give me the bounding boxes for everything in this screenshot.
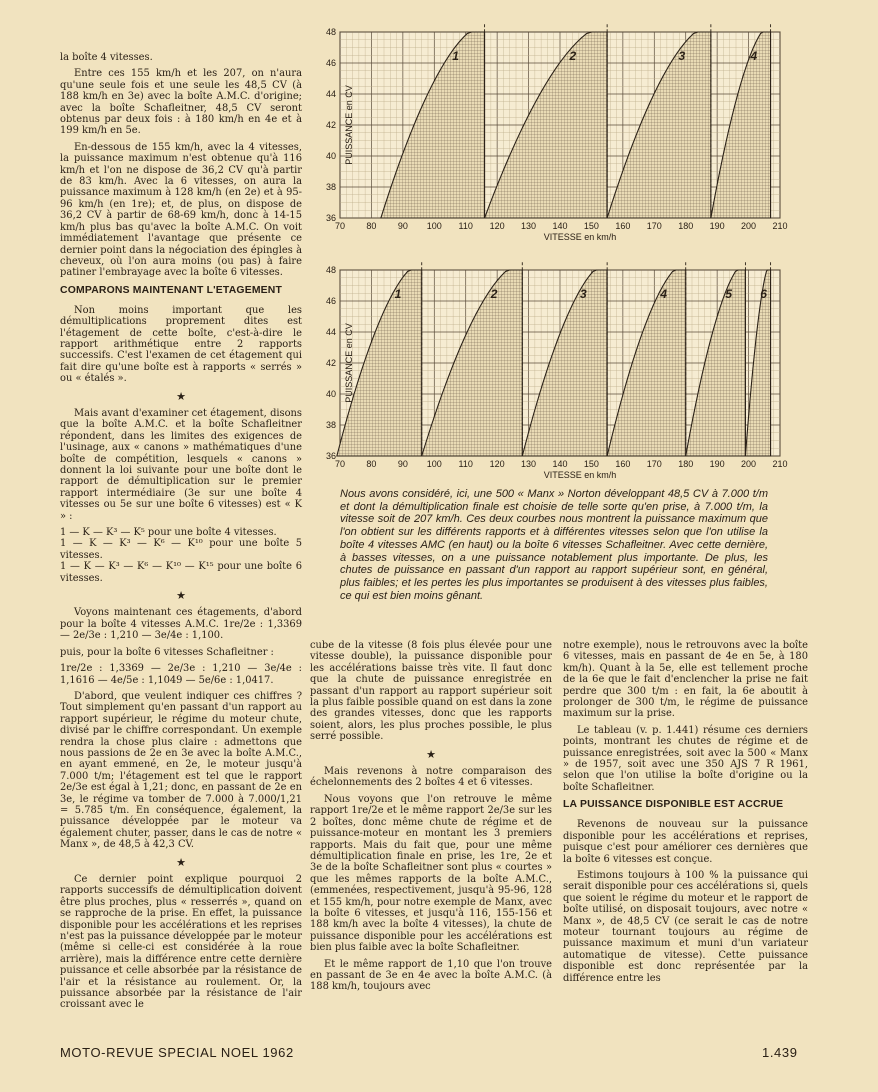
x-tick-label: 180	[678, 459, 694, 469]
x-tick-label: 110	[458, 221, 473, 231]
x-axis-label: VITESSE en km/h	[543, 232, 617, 242]
formula: 1 — K — K³ — K⁵ pour une boîte 4 vitesses.	[60, 527, 277, 539]
x-tick-label: 180	[678, 221, 694, 231]
chart-4-speed	[315, 20, 788, 252]
page-number: 1.439	[762, 1045, 798, 1060]
paragraph: puis, pour la boîte 6 vitesses Schafleitner :	[60, 646, 274, 658]
x-tick-label: 90	[397, 459, 408, 469]
x-tick-label: 200	[741, 459, 757, 469]
x-tick-label: 210	[772, 221, 788, 231]
y-axis-label: PUISSANCE en CV	[344, 323, 354, 403]
x-tick-label: 90	[397, 221, 408, 231]
y-tick-label: 38	[325, 182, 336, 192]
paragraph: En-dessous de 155 km/h, avec la 4 vitesses, la puissance maximum n'est obtenue qu'à 116 km/h et l'on ne dispose de 36,2 CV qu'à partir de 83 km/h. Avec la 6 vitesses, on aura la puissance maximum à 128 km/h (en 2e) et à 95-96 km/h (en 1re); et, de plus, on dispose de 36,2 CV à partir de 68-69 km/h, donc à 14-15 km/h plus bas qu'avec la boîte A.M.C. On voit immédiatement l'avantage que présente ce dernier point dans la négociation des épingles à cheveux, où l'on aura moins (ou pas) à faire patiner l'embrayage avec la boîte 6 vitesses.	[60, 141, 302, 279]
y-tick-label: 42	[325, 120, 336, 130]
star-separator: ★	[176, 589, 186, 603]
x-tick-label: 190	[709, 459, 725, 469]
x-tick-label: 140	[552, 459, 568, 469]
paragraph: Non moins important que les démultiplications proprement dites est l'étagement de cette boîte, c'est-à-dire le rapport arithmétique entre 2 rapports successifs. C'est l'examen de cet étagement qui fait dire qu'une boîte est à rapports « serrés » ou « étalés ».	[60, 304, 302, 385]
gear-label-1: 1	[452, 49, 459, 63]
right-column	[563, 640, 808, 989]
y-tick-label: 38	[325, 420, 336, 430]
x-tick-label: 170	[646, 221, 662, 231]
x-tick-label: 160	[615, 221, 631, 231]
y-tick-label: 48	[325, 265, 336, 275]
y-axis-label: PUISSANCE en CV	[344, 85, 354, 165]
gear-label-3: 3	[678, 49, 686, 63]
formula: 1 — K — K³ — K⁶ — K¹⁰ — K¹⁵ pour une boîte 6 vitesses.	[60, 561, 302, 584]
gear-label-5: 5	[725, 287, 733, 301]
x-tick-label: 170	[646, 459, 662, 469]
x-tick-label: 150	[583, 221, 599, 231]
x-tick-label: 130	[521, 221, 537, 231]
section-heading: LA PUISSANCE DISPONIBLE EST ACCRUE	[563, 799, 784, 811]
paragraph: D'abord, que veulent indiquer ces chiffres ? Tout simplement qu'en passant d'un rapport au rapport supérieur, le régime du moteur chute, divisé par le chiffre correspondant. Un exemple rendra la chose plus claire : admettons que nous passions de 2e en 3e avec la boîte A.M.C., en ayant emmené, en 2e, le moteur jusqu'à 7.000 t/m; l'étagement est tel que le rapport 2e/3e est égal à 1,21; donc, en passant de 2e en 3e, le régime va tomber de 7.000 à 7.000/1,21 = 5.785 t/m. En conséquence, également, la puissance développée par le moteur va également chuter, passer, dans le cas de notre « Manx », de 48,5 à 42,3 CV.	[60, 690, 302, 851]
y-tick-label: 42	[325, 358, 336, 368]
figure-caption: Nous avons considéré, ici, une 500 « Manx » Norton développant 48,5 CV à 7.000 t/m et dont la démultiplication finale est choisie de telle sorte qu'en prise, à 7.000 t/m, la vitesse soit de 207 km/h. Ces deux courbes nous montrent la puissance maximum que l'on obtient sur les différents rapports et à différentes vitesses selon que l'on utilise la boîte 4 vitesses AMC (en haut) ou la boîte 6 vitesses Schafleitner. Avec cette dernière, à basses vitesses, on a une puissance notablement plus importante. De plus, les chutes de puissance en passant d'un rapport au rapport supérieur sont, en général, plus faibles; et les pertes les plus importantes se produisent à des vitesses plus faibles, ce qui est bien moins gênant.	[340, 488, 768, 602]
x-tick-label: 140	[552, 221, 568, 231]
paragraph: Mais revenons à notre comparaison des échelonnements des 2 boîtes 4 et 6 vitesses.	[310, 766, 552, 789]
y-tick-label: 40	[325, 389, 336, 399]
x-tick-label: 70	[334, 221, 346, 231]
x-tick-label: 80	[366, 221, 377, 231]
middle-column	[310, 640, 552, 998]
gear-label-4: 4	[750, 49, 758, 63]
left-column	[60, 52, 302, 1016]
star-separator: ★	[176, 855, 186, 869]
y-tick-label: 36	[325, 213, 336, 223]
paragraph: Entre ces 155 km/h et les 207, on n'aura qu'une seule fois et une seule les 48,5 CV (à 188 km/h en 3e) avec la boîte A.M.C. d'origine; avec la boîte Schafleitner, 48,5 CV seront obtenus par deux fois : à 180 km/h en 4e et à 199 km/h en 5e.	[60, 68, 302, 137]
gear-label-4: 4	[660, 287, 668, 301]
paragraph: Le tableau (v. p. 1.441) résume ces derniers points, montrant les chutes de régime et de puissance enregistrées, soit avec la 500 « Manx » de 1957, soit avec une 350 AJS 7 R 1961, selon que l'on utilise la boîte d'origine ou la boîte Schafleitner.	[563, 724, 808, 793]
x-tick-label: 120	[489, 221, 505, 231]
paragraph: Ce dernier point explique pourquoi 2 rapports successifs de démultiplication doivent être plus proches, plus « resserrés », quand on se rapproche de la prise. En effet, la puissance disponible pour les accélérations et les reprises n'est pas la puissance développée par le moteur (même si celle-ci est considérée à la roue arrière), mais la différence entre cette dernière puissance et celle absorbée par la résistance de l'air et la résistance au roulement. Or, la puissance absorbée par la résistance de l'air croissant avec le	[60, 874, 302, 1011]
paragraph: Mais avant d'examiner cet étagement, disons que la boîte A.M.C. et la boîte Schafleitner répondent, dans les limites des exigences de l'usinage, aux « canons » mathématiques d'une boîte de compétition, lesquels « canons » donnent la loi suivante pour une boîte dont le rapport de démultiplication sur le premier rapport intermédiaire (3e sur une boîte 4 vitesses ou 5e sur une boîte 6 vitesses) est « K » :	[60, 407, 302, 522]
paragraph: Nous voyons que l'on retrouve le même rapport 1re/2e et le même rapport 2e/3e sur les 2 boîtes, donc même chute de régime et de puissance-moteur en montant les 3 premiers rapports. Mais du fait que, pour une même démultiplication finale en prise, les 1re, 2e et 3e de la boîte Schafleitner sont plus « courtes » que les mêmes rapports de la boîte A.M.C., (emmenées, respectivement, jusqu'à 95-96, 128 et 155 km/h, pour notre exemple de Manx, avec la boîte 6 vitesses, et jusqu'à 116, 155-156 et 188 km/h avec la boîte 4 vitesses), la chute de puissance disponible pour les accélérations est bien plus faible avec la boîte Schafleitner.	[310, 793, 552, 954]
x-axis-label: VITESSE en km/h	[543, 470, 617, 480]
x-tick-label: 150	[583, 459, 599, 469]
y-tick-label: 48	[325, 27, 336, 37]
paragraph: Revenons de nouveau sur la puissance disponible pour les accélérations et reprises, puisque c'est pour améliorer ces dernières que la boîte 6 vitesses est conçue.	[563, 819, 808, 865]
gear-label-2: 2	[490, 287, 498, 301]
chart-6-speed	[315, 258, 788, 484]
paragraph: Estimons toujours à 100 % la puissance qui serait disponible pour ces accélérations si, quels que soient le régime du moteur et le rapport de boîte utilisé, on disposait toujours, avec notre « Manx », de 48,5 CV (ce serait le cas de notre moteur tournant toujours au régime de puissance maximum et muni d'un variateur automatique de vitesse). Cette puissance disponible est donc représentée par la différence entre les	[563, 869, 808, 984]
star-separator: ★	[176, 389, 186, 403]
x-tick-label: 130	[521, 459, 537, 469]
y-tick-label: 44	[325, 89, 336, 99]
x-tick-label: 100	[426, 221, 442, 231]
x-tick-label: 200	[741, 221, 757, 231]
paragraph: Et le même rapport de 1,10 que l'on trouve en passant de 3e en 4e avec la boîte A.M.C. (à 188 km/h, toujours avec	[310, 958, 552, 993]
gear-label-1: 1	[394, 287, 402, 301]
y-tick-label: 40	[325, 151, 336, 161]
gear-label-6: 6	[760, 287, 767, 301]
gear-label-2: 2	[569, 49, 577, 63]
x-tick-label: 210	[772, 459, 788, 469]
x-tick-label: 100	[426, 459, 442, 469]
paragraph: notre exemple), nous le retrouvons avec la boîte 6 vitesses, mais en passant de 4e en 5e, à 180 km/h). Quant à la 5e, elle est tellement proche de la 6e que le fait d'enclencher la prise ne fait perdre que 300 t/m : en fait, la 6e aboutit à prolonger de 300 t/m, le régime de puissance maximum sur la prise.	[563, 640, 808, 720]
x-tick-label: 190	[709, 221, 725, 231]
paragraph: cube de la vitesse (8 fois plus élevée pour une vitesse double), la puissance disponible pour les accélérations baisse très vite. Il faut donc que la chute de puissance enregistrée en passant d'un rapport au rapport supérieur soit la plus faible possible quand on est dans la zone des grandes vitesses, donc que les rapports soient, alors, les plus proches possible, le plus serré possible.	[310, 640, 552, 743]
y-tick-label: 36	[325, 451, 336, 461]
gear-label-3: 3	[580, 287, 587, 301]
x-tick-label: 110	[458, 459, 473, 469]
y-tick-label: 44	[325, 327, 336, 337]
footer-publication: MOTO-REVUE SPECIAL NOEL 1962	[60, 1045, 294, 1060]
section-heading: COMPARONS MAINTENANT L'ETAGEMENT	[60, 284, 283, 296]
x-tick-label: 80	[366, 459, 377, 469]
x-tick-label: 120	[489, 459, 505, 469]
formula: 1 — K — K³ — K⁶ — K¹⁰ pour une boîte 5 vitesses.	[60, 538, 302, 561]
x-tick-label: 160	[615, 459, 631, 469]
paragraph: Voyons maintenant ces étagements, d'abord pour la boîte 4 vitesses A.M.C. 1re/2e : 1,3369 — 2e/3e : 1,210 — 3e/4e : 1,100.	[60, 607, 302, 642]
y-tick-label: 46	[325, 296, 336, 306]
paragraph: 1re/2e : 1,3369 — 2e/3e : 1,210 — 3e/4e : 1,1616 — 4e/5e : 1,1049 — 5e/6e : 1,0417.	[60, 663, 302, 686]
paragraph: la boîte 4 vitesses.	[60, 52, 153, 63]
star-separator: ★	[426, 747, 436, 761]
x-tick-label: 70	[334, 459, 346, 469]
y-tick-label: 46	[325, 58, 336, 68]
